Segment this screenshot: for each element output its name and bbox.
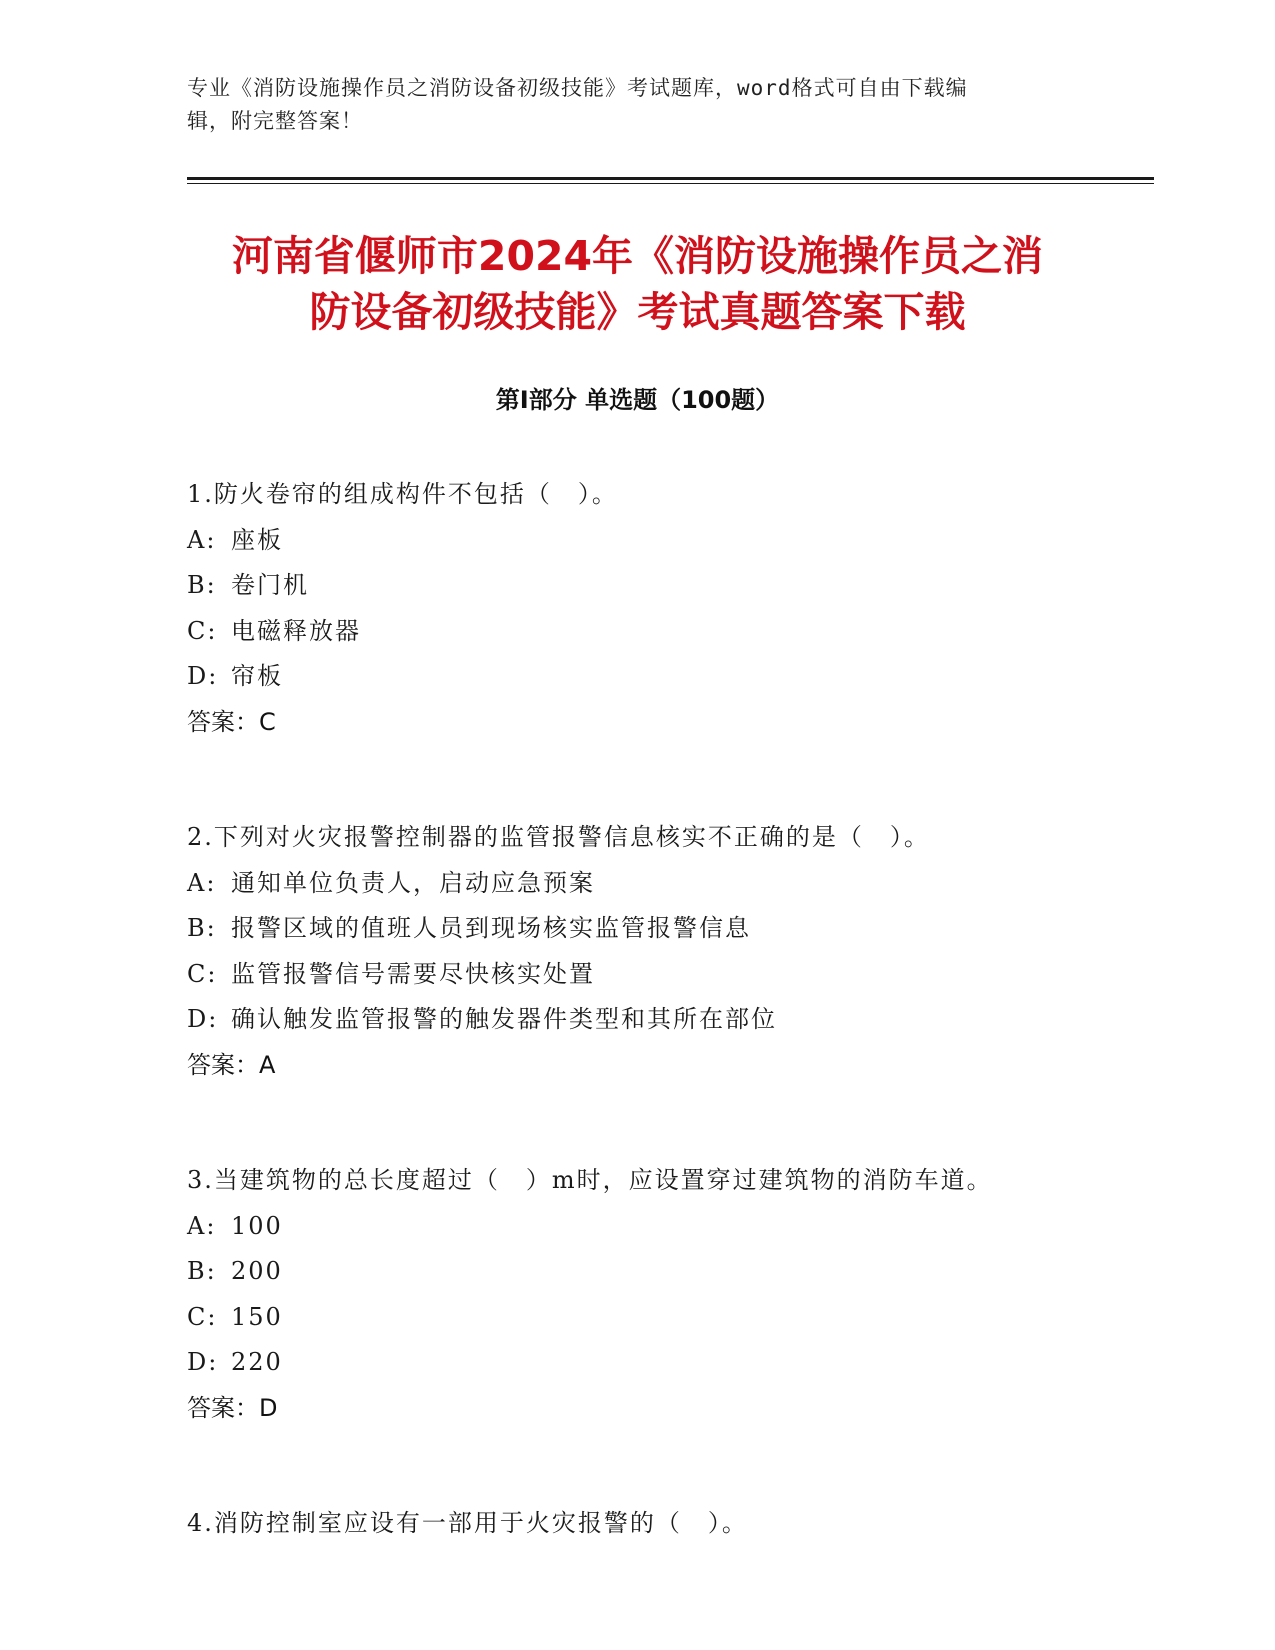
document-title-line-1: 河南省偃师市2024年《消防设施操作员之消 bbox=[231, 232, 1044, 280]
option-text: 座板 bbox=[231, 525, 283, 554]
option-text: 帘板 bbox=[231, 662, 283, 690]
option-letter: C: bbox=[187, 1302, 218, 1331]
option-text: 监管报警信号需要尽快核实处置 bbox=[231, 959, 595, 988]
header-note-line-1: 专业《消防设施操作员之消防设备初级技能》考试题库，word格式可自由下载编 bbox=[187, 76, 968, 100]
option-c bbox=[187, 609, 1147, 655]
option-text: 200 bbox=[231, 1257, 283, 1285]
option-text: 报警区域的值班人员到现场核实监管报警信息 bbox=[231, 914, 751, 942]
document-title-line-2: 防设备初级技能》考试真题答案下载 bbox=[309, 288, 966, 336]
question-text: 3.当建筑物的总长度超过（ ）m时，应设置穿过建筑物的消防车道。 bbox=[187, 1166, 993, 1194]
option-letter: B: bbox=[187, 914, 217, 942]
option-letter: B: bbox=[187, 571, 217, 599]
question-3 bbox=[187, 1158, 1147, 1431]
option-text: 100 bbox=[231, 1211, 283, 1240]
header-divider-thin bbox=[187, 183, 1154, 184]
question-list bbox=[187, 472, 1147, 1617]
question-1 bbox=[187, 472, 1147, 745]
option-letter: D: bbox=[187, 662, 219, 690]
option-c bbox=[187, 952, 1147, 998]
option-letter: B: bbox=[187, 1257, 217, 1285]
header-note-line-2: 辑，附完整答案！ bbox=[187, 109, 363, 133]
option-letter: C: bbox=[187, 959, 218, 988]
option-letter: A: bbox=[187, 525, 217, 554]
option-d bbox=[187, 654, 1147, 700]
section-title: 第Ⅰ部分 单选题（100题） bbox=[495, 386, 780, 414]
option-text: 确认触发监管报警的触发器件类型和其所在部位 bbox=[231, 1005, 777, 1033]
option-a bbox=[187, 1204, 1147, 1250]
header-note bbox=[187, 72, 1067, 138]
option-letter: D: bbox=[187, 1348, 219, 1376]
answer: 答案：D bbox=[187, 1393, 278, 1422]
question-text: 1.防火卷帘的组成构件不包括（ ）。 bbox=[187, 480, 618, 508]
option-text: 卷门机 bbox=[231, 571, 309, 599]
answer: 答案：C bbox=[187, 707, 276, 736]
option-letter: A: bbox=[187, 1211, 217, 1240]
option-b bbox=[187, 1249, 1147, 1295]
option-text: 220 bbox=[231, 1348, 283, 1376]
option-text: 150 bbox=[231, 1302, 283, 1331]
option-c bbox=[187, 1295, 1147, 1341]
option-d bbox=[187, 997, 1147, 1043]
option-b bbox=[187, 906, 1147, 952]
question-2 bbox=[187, 815, 1147, 1088]
question-text: 2.下列对火灾报警控制器的监管报警信息核实不正确的是（ ）。 bbox=[187, 823, 930, 851]
option-text: 通知单位负责人，启动应急预案 bbox=[231, 868, 595, 897]
option-letter: C: bbox=[187, 616, 218, 645]
header-divider-thick bbox=[187, 177, 1154, 180]
question-4 bbox=[187, 1501, 1147, 1547]
question-text: 4.消防控制室应设有一部用于火灾报警的（ ）。 bbox=[187, 1509, 748, 1537]
answer: 答案：A bbox=[187, 1050, 276, 1079]
option-b bbox=[187, 563, 1147, 609]
document-title bbox=[170, 228, 1105, 340]
option-letter: D: bbox=[187, 1005, 219, 1033]
option-a bbox=[187, 861, 1147, 907]
option-text: 电磁释放器 bbox=[231, 616, 361, 645]
option-a bbox=[187, 518, 1147, 564]
option-d bbox=[187, 1340, 1147, 1386]
option-letter: A: bbox=[187, 868, 217, 897]
